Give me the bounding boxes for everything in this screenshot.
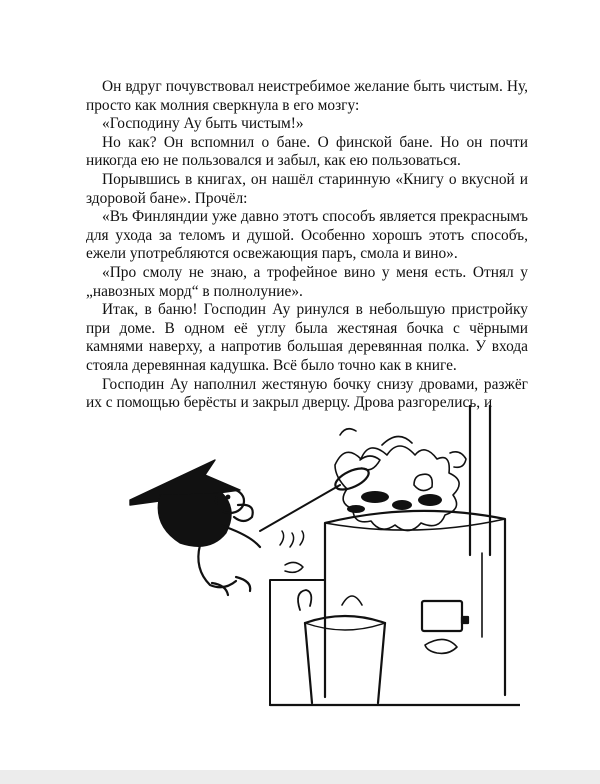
bucket (298, 590, 385, 703)
paragraph: «Въ Финляндии уже давно этотъ способъ является прекраснымъ для ухода за теломъ и душой. Особенно хорошъ этотъ способъ, ежели употребляются освежающия паръ, смола и вино». (86, 208, 528, 263)
paragraph: Господин Ау наполнил жестяную бочку снизу дровами, разжёг их с помощью берёсты и закрыл дверцу. Дрова разгорелись, и (86, 375, 528, 412)
stove-barrel (325, 511, 505, 697)
paragraph: Он вдруг почувствовал неистребимое желание быть чистым. Ну, просто как молния сверкнула в его мозгу: (86, 78, 528, 114)
paragraph: «Господину Ау быть чистым!» (102, 115, 304, 133)
chimney (470, 405, 490, 555)
paragraph: Итак, в баню! Господин Ау ринулся в небольшую пристройку при доме. В одном её углу была жестяная бочка с чёрными камнями наверху, а напротив большая деревянная полка. У входа стояла деревянная кадушка. Всё было точно как в книге. (86, 301, 528, 374)
body-text (86, 78, 528, 413)
steam-swirls (335, 429, 466, 531)
flame-squiggles (280, 531, 304, 572)
stove-door (422, 601, 468, 631)
paragraph: Но как? Он вспомнил о бане. О финской бане. Но он почти никогда ею не пользовался и забыл, как ею пользоваться. (86, 133, 528, 170)
paragraph: «Про смолу не знаю, а трофейное вино у меня есть. Отнял у „навозных морд“ в полнолуние». (86, 263, 528, 300)
sauna-illustration (120, 405, 520, 730)
paragraph: Порывшись в книгах, он нашёл старинную «Книгу о вкусной и здоровой бане». Прочёл: (86, 170, 528, 207)
stones (347, 491, 442, 513)
page-bottom-strip (0, 770, 600, 784)
character-figure (130, 460, 372, 595)
